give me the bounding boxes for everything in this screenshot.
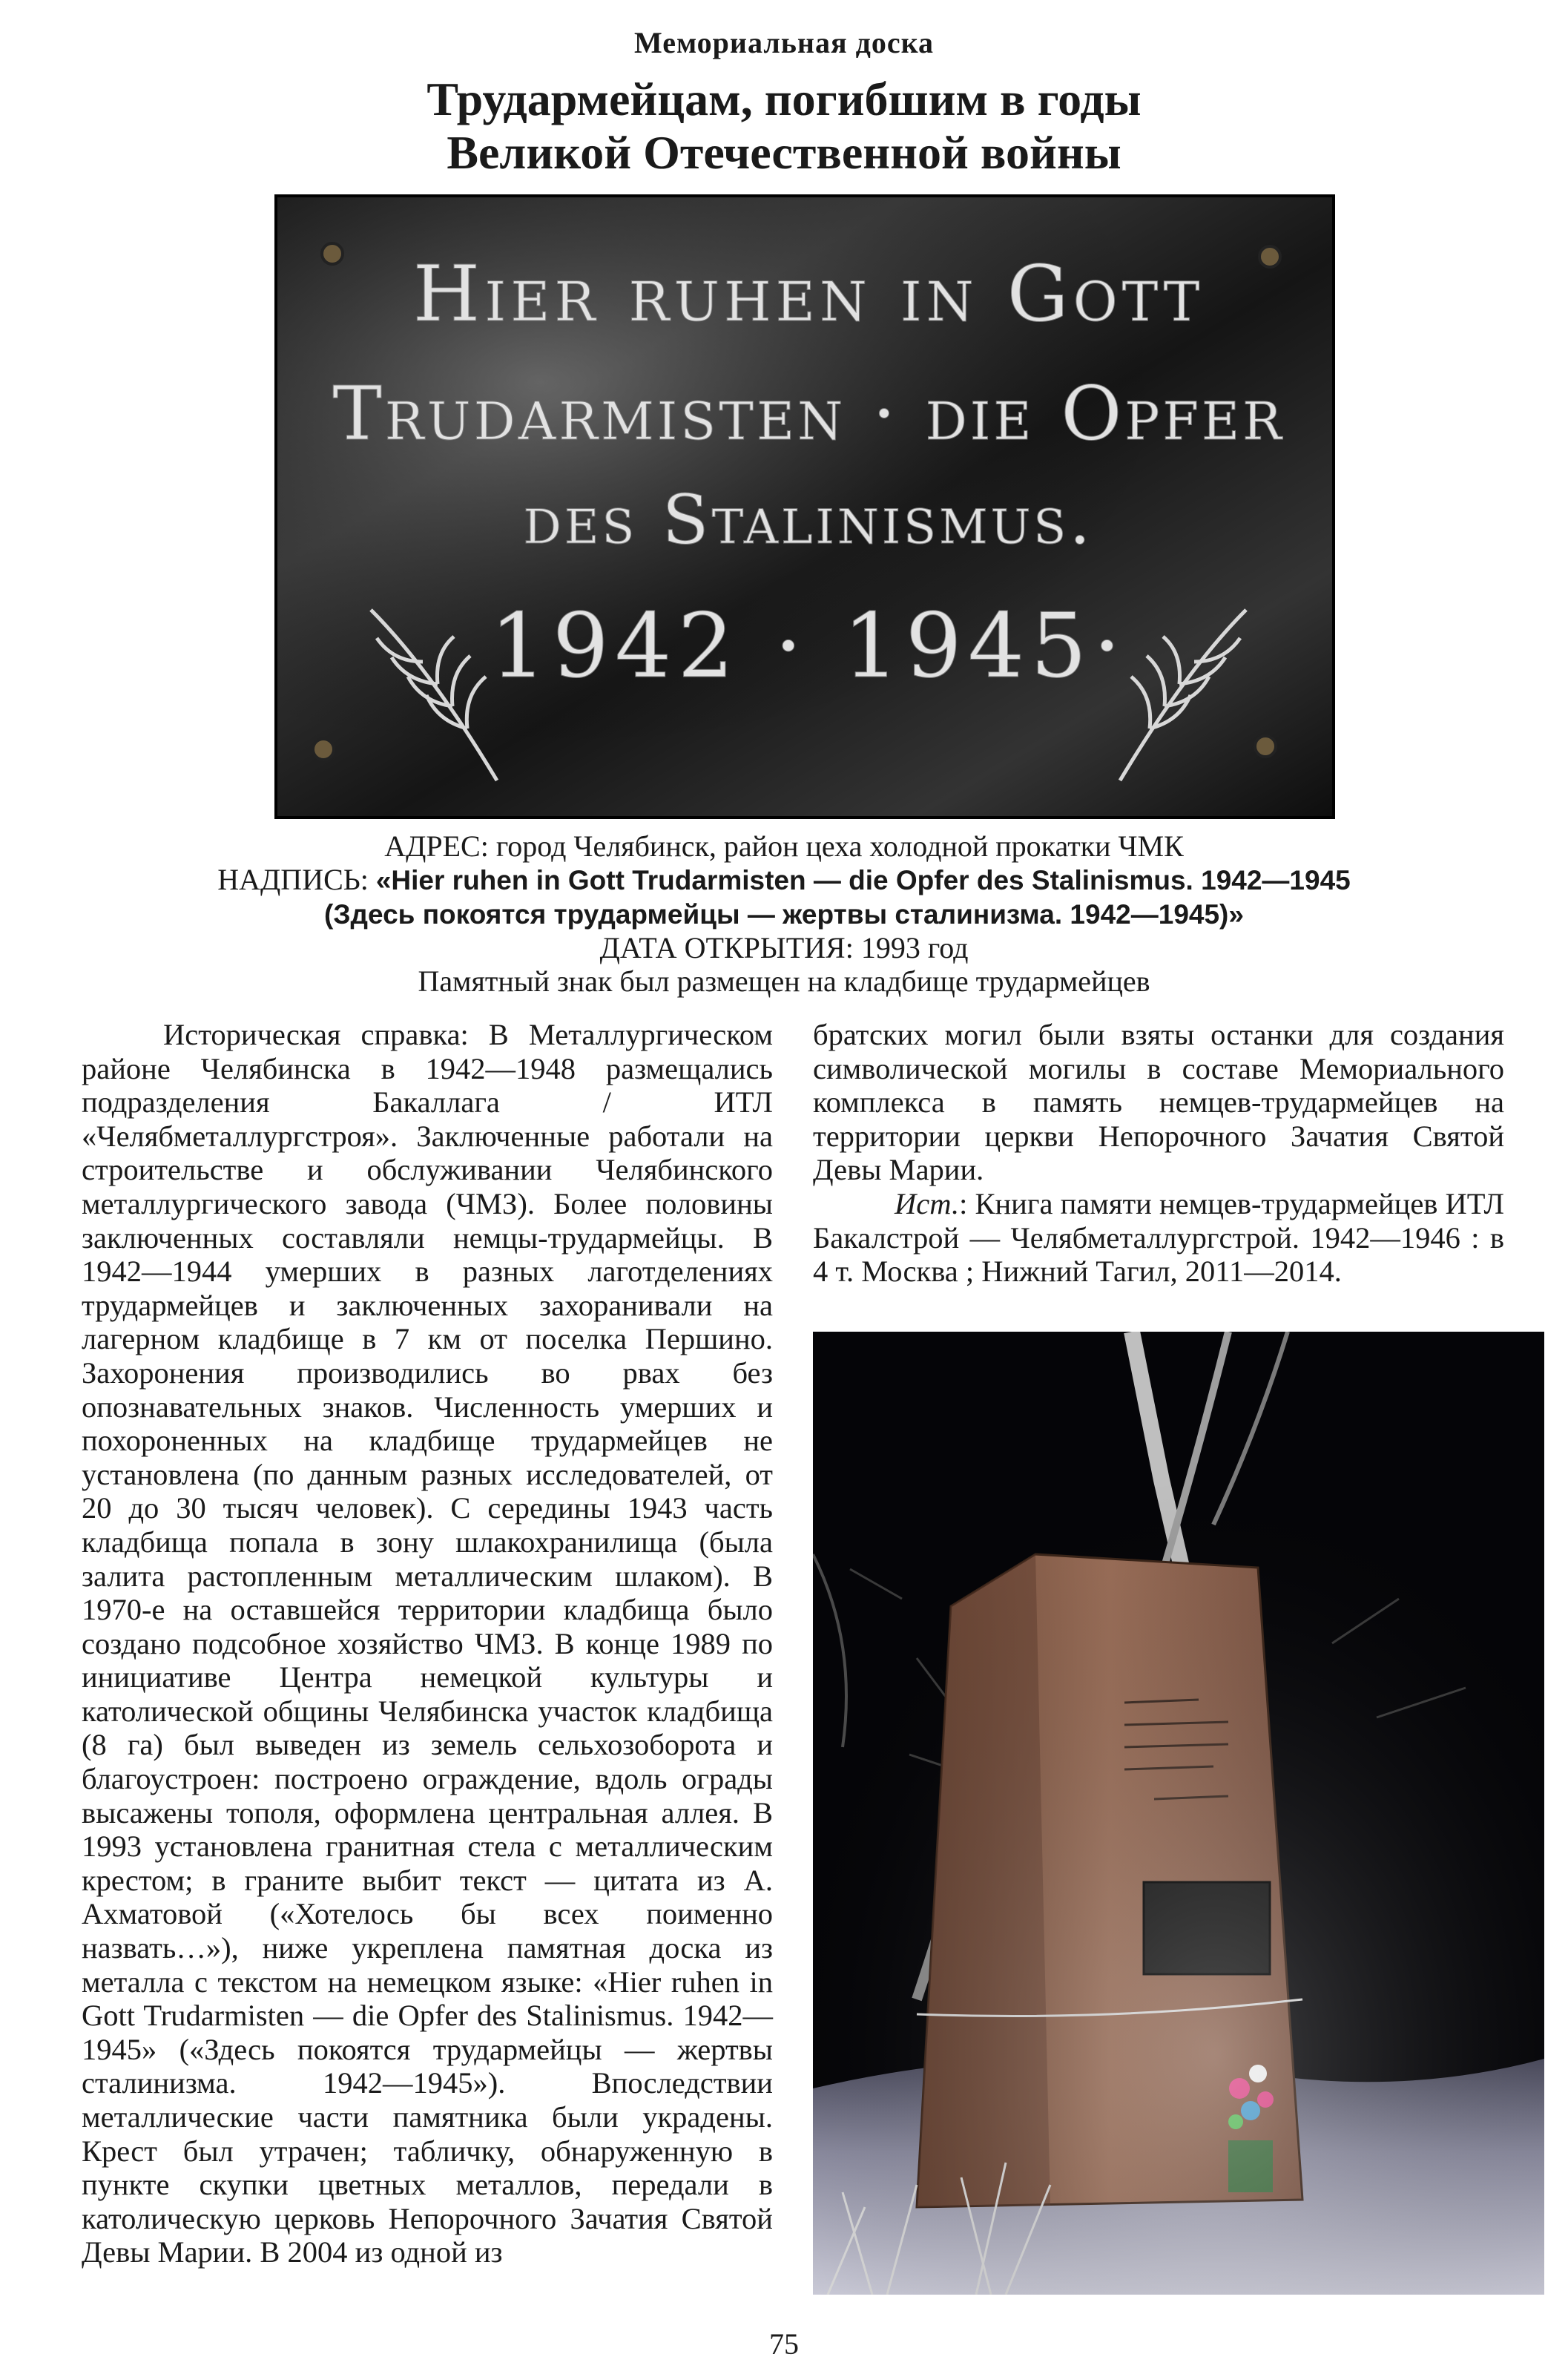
plaque-line-1: Hier ruhen in Gott (412, 249, 1205, 339)
title-line-1: Трудармейцам, погибшим в годы (426, 73, 1142, 125)
body-column-right (813, 1018, 1504, 1289)
body-column-left (82, 1018, 773, 2269)
address-line (0, 829, 1568, 863)
plaque-line-4: 1942 · 1945· (490, 595, 1127, 698)
page-number: 75 (769, 2327, 799, 2361)
memorial-info (0, 829, 1568, 998)
title-line-2: Великой Отечественной войны (447, 126, 1121, 179)
historical-note-continued: братских могил были взяты останки для создания символической могилы в составе Мемориального комплекса в память немцев-трудармейцев на территории церкви Непорочного Зачатия Святой Девы Марии. (813, 1018, 1504, 1187)
inscription-german: «Hier ruhen in Gott Trudarmisten — die Opfer des Stalinismus. 1942—1945 (375, 865, 1351, 895)
opening-label: ДАТА ОТКРЫТИЯ: (599, 931, 854, 964)
address-label: АДРЕС: (384, 829, 489, 863)
opening-value: 1993 год (860, 931, 969, 964)
plaque-line-3: des Stalinismus. (523, 480, 1094, 559)
inscription-translation-line (0, 897, 1568, 931)
placement-note: Памятный знак был размещен на кладбище трудармейцев (418, 964, 1150, 998)
inscription-label: НАДПИСЬ: (217, 863, 369, 896)
historical-note: Историческая справка: В Металлургическом районе Челябинска в 1942—1948 размещались подразделения Бакаллага / ИТЛ «Челябметаллургстроя». Заключенные работали на строительстве и обслуживании Челябинского металлургического завода (ЧМЗ). Более половины заключенных составляли немцы-трудармейцы. В 1942—1944 умерших в разных лаготделениях трудармейцев и заключенных захоранивали на лагерном кладбище в 7 км от поселка Першино. Захоронения производились во рвах без опознавательных знаков. Численность умерших и похороненных на кладбище трудармейцев не установлена (по данным разных исследователей, от 20 до 30 тысяч человек). С середины 1943 часть кладбища попала в зону шлакохранилища (была залита растопленным металлическим шлаком). В 1970-е на оставшейся территории кладбища было создано подсобное хозяйство ЧМЗ. В конце 1989 по инициативе Центра немецкой культуры и католической общины Челябинска участок кладбища (8 га) был выведен из земель сельхозоборота и благоустроен: построено ограждение, вдоль ограды высажены тополя, оформлена центральная аллея. В 1993 установлена гранитная стела с металлическим крестом; в граните выбит текст — цитата из А. Ахматовой («Хотелось бы всех поименно назвать…»), ниже укреплена памятная доска из металла с текстом на немецком языке: «Hier ruhen in Gott Trudarmisten — die Opfer des Stalinismus. 1942—1945» («Здесь покоятся трудармейцы — жертвы сталинизма. 1942—1945»). Впоследствии металлические части памятника были украдены. Крест был утрачен; табличку, обнаруженную в пункте скупки цветных металлов, передали в католическую церковь Непорочного Зачатия Святой Девы Марии. В 2004 из одной из (82, 1018, 773, 2269)
page-title (0, 73, 1568, 180)
address-value: город Челябинск, район цеха холодной прокатки ЧМК (495, 829, 1184, 863)
plaque-photo (274, 194, 1335, 819)
inscription-line (0, 863, 1568, 897)
stele-photo (813, 1332, 1544, 2295)
inscription-russian: (Здесь покоятся трудармейцы — жертвы сталинизма. 1942—1945)» (324, 899, 1244, 930)
plaque-line-2: Trudarmisten · die Opfer (332, 370, 1285, 457)
page-subtitle: Мемориальная доска (633, 26, 935, 59)
opening-date-line (0, 931, 1568, 964)
source-label: Ист. (895, 1186, 960, 1220)
source-reference (813, 1187, 1504, 1289)
source-text: : Книга памяти немцев-трудармейцев ИТЛ Бакалстрой — Челябметаллургстрой. 1942—1946 : в 4 т. Москва ; Нижний Тагил, 2011—2014. (813, 1186, 1504, 1289)
